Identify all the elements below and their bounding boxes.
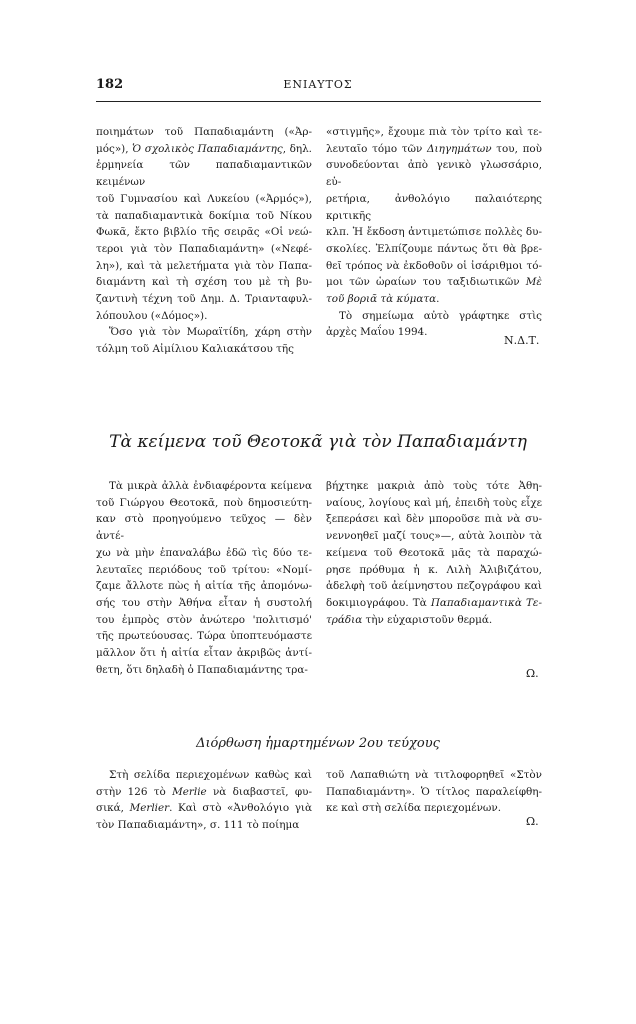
text-line: Στὴ σελίδα περιεχομένων καθὼς καὶ — [109, 769, 312, 781]
text-line: θεῖ τρόπος νὰ ἐκδοθοῦν οἱ ἰσάριθμοι τό- — [326, 259, 542, 272]
text-line: κε καὶ στὴ σελίδα περιεχομένων. — [326, 802, 502, 815]
section1-left-column — [96, 124, 312, 358]
text-line: βήχτηκε μακριὰ ἀπὸ τοὺς τότε Ἀθη- — [326, 480, 542, 492]
section2-signature: Ω. — [526, 667, 539, 680]
section2-left-column — [96, 478, 312, 678]
text-line: συνοδεύονται ἀπὸ γενικὸ γλωσσάριο, εὐ- — [326, 159, 542, 189]
text-line: τῆς πρωτεύουσας. Τώρα ὑποπτευόμαστε — [96, 630, 312, 643]
text-line: ρησε πρόθυμα ἡ κ. Λιλὴ Ἀλιβιζάτου, — [326, 563, 542, 576]
text-line: στὴν 126 τὸ Merlie νὰ διαβαστεῖ, φυ- — [96, 785, 312, 798]
text-line: καν στὸ προηγούμενο τεῦχος — δὲν ἀντέ- — [96, 513, 312, 543]
text-line: μοι τῶν ὡραίων του ταξιδιωτικῶν Μὲ — [326, 276, 542, 289]
text-line: ζαντινὴ τέχνη τοῦ Δημ. Δ. Τριανταφυλ- — [96, 293, 312, 306]
text-line: τοῦ Γυμνασίου καὶ Λυκείου («Ἀρμός»), — [96, 192, 312, 205]
text-line: διαμάντη καὶ τὴ σχέση του μὲ τὴ βυ- — [96, 276, 312, 289]
section2-title: Τὰ κείμενα τοῦ Θεοτοκᾶ γιὰ τὸν Παπαδιαμάντη — [109, 432, 527, 452]
text-line: Ὅσο γιὰ τὸν Μωραϊτίδη, χάρη στὴν — [109, 326, 312, 339]
section3-title: Διόρθωση ἡμαρτημένων 2ου τεύχους — [196, 736, 440, 751]
text-line: «στιγμῆς», ἔχουμε πιὰ τὸν τρίτο καὶ τε- — [326, 126, 542, 138]
text-line: ἑρμηνεία τῶν παπαδιαμαντικῶν κειμένων — [96, 159, 312, 189]
section1-signature: Ν.Δ.Τ. — [504, 334, 540, 347]
text-line: θετη, ὅτι δηλαδὴ ὁ Παπαδιαμάντης τρα- — [96, 663, 308, 676]
text-line: τὰ παπαδιαμαντικὰ δοκίμια τοῦ Νίκου — [96, 209, 312, 222]
text-line: λευταῖο τόμο τῶν Διηγημάτων του, ποὺ — [326, 142, 542, 155]
text-line: μᾶλλον ὅτι ἡ αἰτία εἶταν ἀκριβῶς ἀντί- — [96, 647, 312, 660]
text-line: Φωκᾶ, ἔκτο βιβλίο τῆς σειρᾶς «Οἱ νεώ- — [96, 226, 312, 239]
header-rule — [96, 101, 541, 102]
text-line: κλπ. Ἡ ἔκδοση ἀντιμετώπισε πολλὲς δυ- — [326, 226, 542, 239]
text-line: νεννοηθεῖ μαζί τους»—, αὐτὰ λοιπὸν τὰ — [326, 530, 542, 543]
text-line: ρετήρια, ἀνθολόγιο παλαιότερης κριτικῆς — [326, 192, 542, 222]
text-line: τράδια τὴν εὐχαριστοῦν θερμά. — [326, 613, 493, 626]
text-line: χω νὰ μὴν ἐπαναλάβω ἐδῶ τὶς δύο τε- — [96, 546, 312, 559]
text-line: κείμενα τοῦ Θεοτοκᾶ μᾶς τὰ παραχώ- — [326, 546, 542, 559]
text-line: Τὸ σημείωμα αὐτὸ γράφτηκε στὶς — [339, 309, 542, 322]
text-line: ποιημάτων τοῦ Παπαδιαμάντη («Ἀρ- — [96, 126, 312, 138]
text-line: τόλμη τοῦ Αἰμίλιου Καλιακάτσου τῆς — [96, 343, 294, 356]
text-line: λη»), καὶ τὰ μελετήματα γιὰ τὸν Παπα- — [96, 259, 312, 272]
text-line: σικά, Merlier. Καὶ στὸ «Ἀνθολόγιο γιὰ — [96, 802, 312, 815]
text-line: ἀρχὲς Μαΐου 1994. — [326, 326, 428, 339]
text-line: ναίους, λογίους καὶ μή, ἐπειδὴ τοὺς εἶχε — [326, 496, 542, 509]
text-line: Παπαδιαμάντη». Ὁ τίτλος παραλείφθη- — [326, 785, 542, 798]
text-line: δοκιμιογράφου. Τὰ Παπαδιαμαντικὰ Τε- — [326, 596, 542, 609]
page-number: 182 — [96, 77, 124, 92]
section3-signature: Ω. — [526, 815, 539, 828]
text-line: τοῦ Λαπαθιώτη νὰ τιτλοφορηθεῖ «Στὸν — [326, 769, 542, 781]
text-line: σής του στὴν Ἀθήνα εἶταν ἡ συστολή — [96, 596, 312, 609]
text-line: ζαμε ἄλλοτε πὼς ἡ αἰτία τῆς ἀπομόνω- — [96, 580, 312, 593]
text-line: τὸν Παπαδιαμάντη», σ. 111 τὸ ποίημα — [96, 819, 300, 832]
running-head: ΕΝΙΑΥΤΟΣ — [283, 78, 353, 91]
section1-right-column — [326, 124, 542, 341]
text-line: ξεπεράσει καὶ δὲν μποροῦσε πιὰ νὰ συ- — [326, 513, 542, 526]
text-line: λόπουλου («Δόμος»). — [96, 309, 208, 322]
text-line: του ἐμπρὸς στὸν ἀνώτερο 'πολιτισμό' — [96, 613, 312, 626]
text-line: τεροι γιὰ τὸν Παπαδιαμάντη» («Νεφέ- — [96, 242, 312, 255]
section3-right-column — [326, 767, 542, 817]
section3-left-column — [96, 767, 312, 834]
text-line: λευταῖες περιόδους τοῦ τρίτου: «Νομί- — [96, 563, 312, 576]
text-line: μός»), Ὁ σχολικὸς Παπαδιαμάντης, δηλ. — [96, 142, 312, 155]
text-line: τοῦ βοριᾶ τὰ κύματα. — [326, 293, 440, 306]
text-line: τοῦ Γιώργου Θεοτοκᾶ, ποὺ δημοσιεύτη- — [96, 496, 312, 509]
text-line: ἀδελφὴ τοῦ ἀείμνηστου πεζογράφου καὶ — [326, 580, 542, 593]
text-line: Τὰ μικρὰ ἀλλὰ ἐνδιαφέροντα κείμενα — [109, 480, 312, 492]
text-line: σκολίες. Ἐλπίζουμε πάντως ὅτι θὰ βρε- — [326, 242, 542, 255]
section2-right-column — [326, 478, 542, 628]
